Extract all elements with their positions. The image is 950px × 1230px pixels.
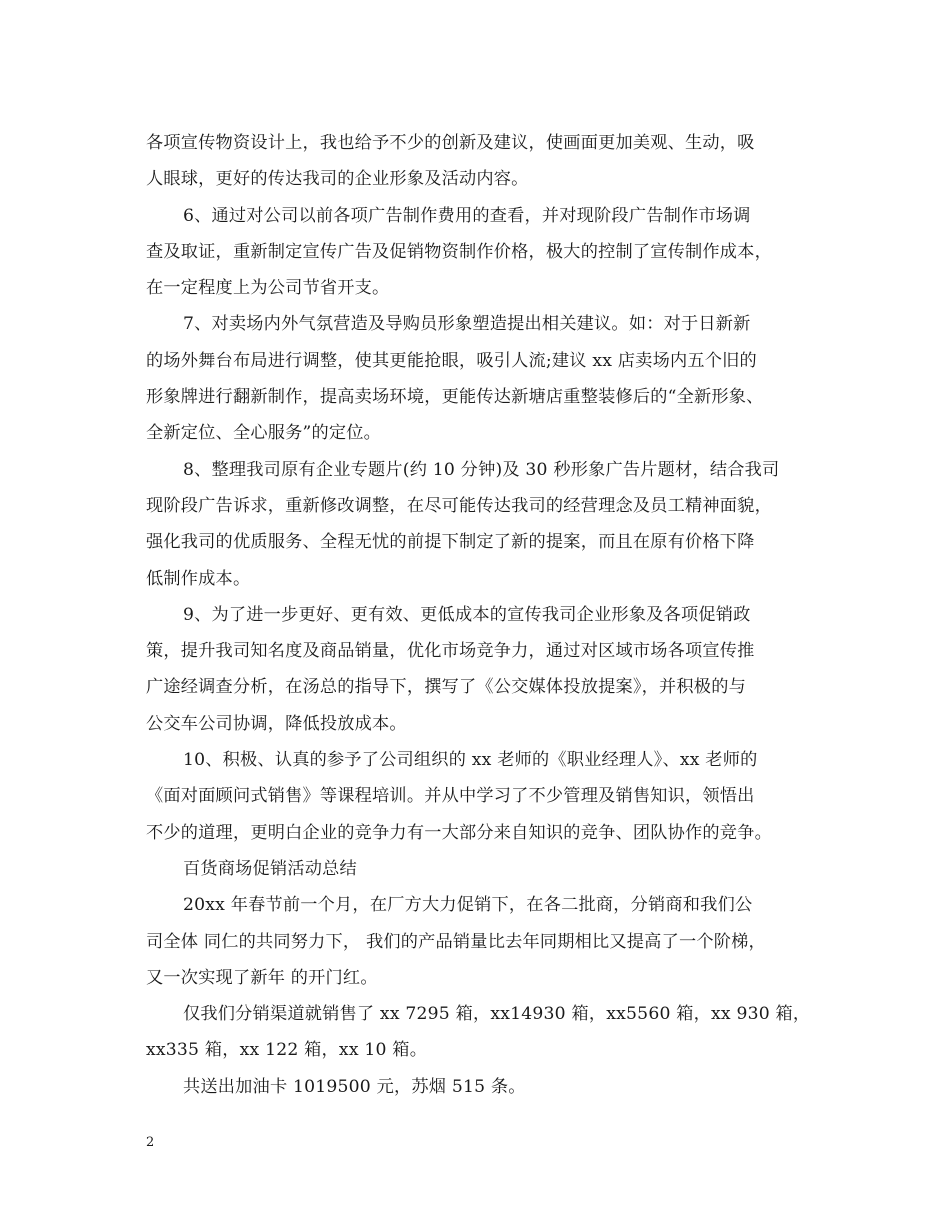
body-line: 各项宣传物资设计上，我也给予不少的创新及建议，使画面更加美观、生动，吸 bbox=[146, 133, 755, 153]
body-line: 的场外舞台布局进行调整，使其更能抢眼，吸引人流;建议 xx 店卖场内五个旧的 bbox=[146, 350, 757, 371]
body-line: 司全体 同仁的共同努力下， 我们的产品销量比去年同期相比又提高了一个阶梯， bbox=[146, 931, 766, 952]
body-line: 在一定程度上为公司节省开支。 bbox=[146, 278, 390, 299]
body-line: 形象牌进行翻新制作，提高卖场环境，更能传达新塘店重整装修后的“全新形象、 bbox=[146, 387, 764, 408]
body-line: 公交车公司协调，降低投放成本。 bbox=[146, 713, 407, 734]
body-line: 广途经调查分析，在汤总的指导下，撰写了《公交媒体投放提案》，并积极的与 bbox=[146, 677, 746, 698]
document-body bbox=[146, 125, 810, 1105]
body-line: 20xx 年春节前一个月，在厂方大力促销下，在各二批商，分销商和我们公 bbox=[183, 895, 753, 916]
body-line: 全新定位、全心服务”的定位。 bbox=[146, 423, 382, 444]
body-line: 10、积极、认真的参予了公司组织的 xx 老师的《职业经理人》、xx 老师的 bbox=[183, 750, 758, 771]
body-line: 7、对卖场内外气氛营造及导购员形象塑造提出相关建议。如：对于日新新 bbox=[183, 314, 751, 335]
page-number: 2 bbox=[146, 1135, 155, 1150]
body-line: 仅我们分销渠道就销售了 xx 7295 箱，xx14930 箱，xx5560 箱，xx 930 箱， bbox=[183, 1004, 811, 1025]
body-line: 人眼球，更好的传达我司的企业形象及活动内容。 bbox=[146, 169, 529, 190]
body-line: 9、为了进一步更好、更有效、更低成本的宣传我司企业形象及各项促销政 bbox=[183, 604, 751, 625]
body-line: 低制作成本。 bbox=[146, 568, 251, 589]
body-line: 现阶段广告诉求，重新修改调整，在尽可能传达我司的经营理念及员工精神面貌， bbox=[146, 495, 772, 516]
body-line: 策，提升我司知名度及商品销量，优化市场竞争力，通过对区域市场各项宣传推 bbox=[146, 641, 755, 662]
body-line: 强化我司的优质服务、全程无忧的前提下制定了新的提案，而且在原有价格下降 bbox=[146, 532, 755, 553]
section-heading: 百货商场促销活动总结 bbox=[183, 858, 357, 879]
body-line: xx335 箱，xx 122 箱，xx 10 箱。 bbox=[146, 1040, 428, 1061]
body-line: 6、通过对公司以前各项广告制作费用的查看，并对现阶段广告制作市场调 bbox=[183, 205, 751, 226]
body-line: 不少的道理，更明白企业的竞争力有一大部分来自知识的竞争、团队协作的竞争。 bbox=[146, 822, 772, 843]
body-line: 查及取证，重新制定宣传广告及促销物资制作价格，极大的控制了宣传制作成本， bbox=[146, 241, 772, 262]
body-line: 又一次实现了新年 的开门红。 bbox=[146, 967, 378, 988]
body-line: 共送出加油卡 1019500 元，苏烟 515 条。 bbox=[183, 1076, 526, 1097]
body-line: 8、整理我司原有企业专题片(约 10 分钟)及 30 秒形象广告片题材，结合我司 bbox=[183, 459, 780, 480]
body-line: 《面对面顾问式销售》等课程培训。并从中学习了不少管理及销售知识，领悟出 bbox=[146, 786, 755, 807]
